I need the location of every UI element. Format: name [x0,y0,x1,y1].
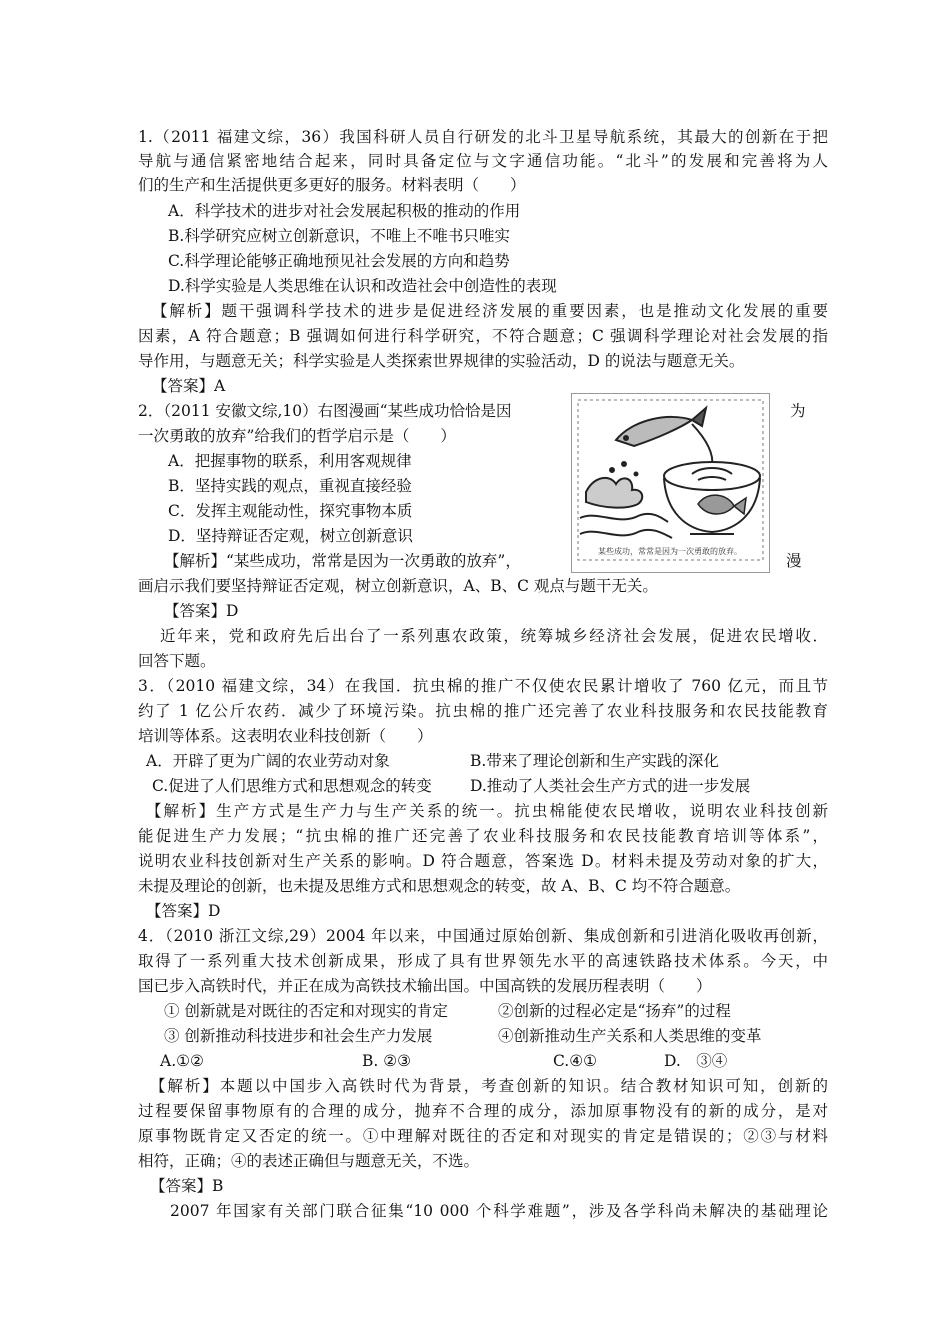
q3-answer: 【答案】D [146,902,221,920]
q2-analysis-line-1-end: 漫 [786,552,802,570]
q4-analysis-line-1: 【解析】本题以中国步入高铁时代为背景，考查创新的知识。结合教材知识可知，创新的 [150,1077,828,1095]
q1-option-a: A．科学技术的进步对社会发展起积极的推动的作用 [168,202,521,220]
fish-cartoon-image [571,393,770,573]
q4-statement-2: ②创新的过程必定是“扬弃”的过程 [498,1002,731,1020]
q1-stem-line-1: 1.（2011 福建文综，36）我国科研人员自行研发的北斗卫星导航系统，其最大的创新在于把 [138,128,828,146]
q1-answer: 【答案】A [152,377,226,395]
q3-stem-line-1: 3．（2010 福建文综，34）在我国．抗虫棉的推广不仅使农民累计增收了 760 亿元，而且节 [138,677,828,695]
q2-analysis-line-1: 【解析】“某些成功，常常是因为一次勇敢的放弃”， [164,552,521,570]
q4-analysis-line-3: 原事物既肯定又否定的统一。①中理解对既往的否定和对现实的肯定是错误的；②③与材料 [138,1127,828,1145]
q1-analysis-line-1: 【解析】题干强调科学技术的进步是促进经济发展的重要因素，也是推动文化发展的重要 [152,302,828,320]
q4-answer: 【答案】B [150,1177,224,1195]
q3-intro-line-2: 回答下题。 [138,652,216,670]
q4-choice-d: D. ③④ [664,1052,728,1070]
q3-analysis-line-4: 未提及理论的创新，也未提及思维方式和思想观念的转变，故 A、B、C 均不符合题意。 [138,877,741,895]
q2-answer: 【答案】D [164,602,239,620]
q2-option-c: C．发挥主观能动性，探究事物本质 [168,502,413,520]
q3-stem-line-2: 约了 1 亿公斤农药．减少了环境污染。抗虫棉的推广还完善了农业科技服务和农民技能教育 [138,702,828,720]
q2-stem-line-1-end: 为 [790,402,806,420]
q1-stem-line-3: 们的生产和生活提供更多更好的服务。材料表明（ ） [138,176,526,194]
q2-stem-line-2: 一次勇敢的放弃”给我们的哲学启示是（ ） [138,427,456,445]
q4-statement-3: ③ 创新推动科技进步和社会生产力发展 [164,1027,433,1045]
q4-statement-1: ① 创新就是对既往的否定和对现实的肯定 [164,1002,448,1020]
q3-intro-line-1: 近年来，党和政府先后出台了一系列惠农政策，统筹城乡经济社会发展，促进农民增收． [160,627,828,645]
q2-analysis-line-2: 画启示我们要坚持辩证否定观，树立创新意识，A、B、C 观点与题干无关。 [138,577,658,595]
q4-choice-b: B. ②③ [362,1052,412,1070]
q4-statement-4: ④创新推动生产关系和人类思维的变革 [498,1027,762,1045]
q3-analysis-line-1: 【解析】生产方式是生产力与生产关系的统一。抗虫棉能使农民增收，说明农业科技创新 [146,802,828,820]
q4-choice-a: A.①② [160,1052,204,1070]
q1-analysis-line-3: 导作用，与题意无关；科学实验是人类探索世界规律的实验活动，D 的说法与题意无关。 [138,352,745,370]
q4-analysis-line-4: 相符，正确；④的表述正确但与题意无关，不选。 [138,1152,480,1170]
q2-stem-line-1: 2．（2011 安徽文综,10）右图漫画“某些成功恰恰是因 [138,402,512,420]
q1-analysis-line-2: 因素，A 符合题意；B 强调如何进行科学研究，不符合题意；C 强调科学理论对社会发展的指 [138,327,828,345]
cartoon-caption: 某些成功，常常是因为一次勇敢的放弃。 [598,547,742,556]
q3-option-a: A．开辟了更为广阔的农业劳动对象 [146,752,390,770]
q3-option-b: B.带来了理论创新和生产实践的深化 [470,752,719,770]
q4-stem-line-2: 取得了一系列重大技术创新成果，形成了具有世界领先水平的高速铁路技术体系。今天，中 [138,952,828,970]
q3-option-d: D.推动了人类社会生产方式的进一步发展 [470,777,751,795]
q1-stem-line-2: 导航与通信紧密地结合起来，同时具备定位与文字通信功能。“北斗”的发展和完善将为人 [138,152,828,170]
q3-stem-line-3: 培训等体系。这表明农业科技创新（ ） [138,727,433,745]
q3-analysis-line-2: 能促进生产力发展；“抗虫棉的推广还完善了农业科技服务和农民技能教育培训等体系”， [138,827,828,845]
next-passage-line-1: 2007 年国家有关部门联合征集“10 000 个科学难题”，涉及各学科尚未解决的基础理论 [170,1202,828,1220]
q4-stem-line-3: 国已步入高铁时代，并正在成为高铁技术输出国。中国高铁的发展历程表明（ ） [138,977,712,995]
q1-option-c: C.科学理论能够正确地预见社会发展的方向和趋势 [168,252,510,270]
q4-analysis-line-2: 过程要保留事物原有的合理的成分，抛弃不合理的成分，添加原事物没有的新的成分，是对 [138,1102,828,1120]
q3-option-c: C.促进了人们思维方式和思想观念的转变 [152,777,432,795]
q1-option-d: D.科学实验是人类思维在认识和改造社会中创造性的表现 [168,277,557,295]
q4-stem-line-1: 4．（2010 浙江文综,29）2004 年以来，中国通过原始创新、集成创新和引进消化吸收再创新， [138,927,828,945]
q2-option-a: A．把握事物的联系，利用客观规律 [168,452,412,470]
q3-analysis-line-3: 说明农业科技创新对生产关系的影响。D 符合题意，答案选 D。材料未提及劳动对象的扩大， [138,852,828,870]
q4-choice-c: C.④① [553,1052,598,1070]
q1-option-b: B.科学研究应树立创新意识，不唯上不唯书只唯实 [168,227,510,245]
q2-option-d: D．坚持辩证否定观，树立创新意识 [168,527,413,545]
q2-option-b: B．坚持实践的观点，重视直接经验 [168,477,412,495]
